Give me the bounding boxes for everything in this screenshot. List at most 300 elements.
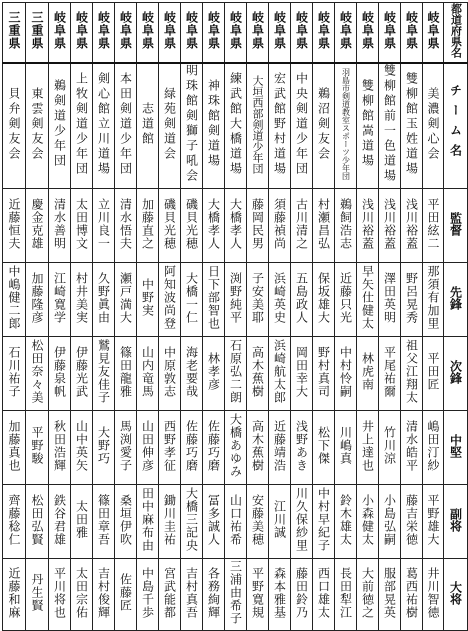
- table-cell: [137, 559, 159, 631]
- table-cell: [26, 263, 49, 337]
- table-cell: [93, 3, 115, 64]
- table-cell: [247, 189, 269, 263]
- table-cell: [26, 189, 49, 263]
- table-cell: [3, 63, 26, 189]
- person-name: 浅川裕蓋: [404, 197, 419, 250]
- pref-name: 岐阜県: [184, 11, 199, 50]
- table-cell: [225, 3, 247, 64]
- person-name: 山中英矢: [74, 419, 89, 472]
- table-cell: [269, 411, 291, 485]
- person-name: 森本雅基: [272, 566, 287, 619]
- table-cell: [291, 189, 313, 263]
- table-cell: [93, 337, 115, 411]
- team-name: 雙柳館前一色道場: [382, 64, 397, 184]
- person-name: 長田犁江: [338, 566, 353, 619]
- person-name: 近藤靖浩: [272, 419, 287, 472]
- table-cell: [313, 189, 335, 263]
- table-cell: [115, 189, 137, 263]
- pref-name: 岐阜県: [162, 11, 177, 50]
- team-roster-sheet: [0, 2, 463, 625]
- table-cell: [3, 559, 26, 631]
- table-cell: [401, 559, 423, 631]
- table-cell: [93, 485, 115, 559]
- table-cell: [49, 559, 71, 631]
- table-cell: [71, 3, 93, 64]
- table-cell: [203, 263, 225, 337]
- table-cell: [71, 189, 93, 263]
- header-pref: [444, 3, 468, 64]
- person-name: 服部晃英: [382, 566, 397, 619]
- table-cell: [269, 337, 291, 411]
- person-name: 鋤川圭祐: [162, 493, 177, 546]
- person-name: 日下部智也: [206, 265, 221, 330]
- table-cell: [225, 189, 247, 263]
- table-cell: [137, 63, 159, 189]
- team-row: [3, 63, 468, 189]
- table-cell: [313, 63, 335, 189]
- table-cell: [203, 559, 225, 631]
- table-cell: [313, 411, 335, 485]
- table-cell: [313, 559, 335, 631]
- pref-name: 岐阜県: [250, 11, 265, 50]
- table-cell: [357, 485, 379, 559]
- person-name: 中村怜嗣: [338, 345, 353, 398]
- table-cell: [379, 63, 401, 189]
- table-cell: [423, 485, 444, 559]
- table-cell: [269, 189, 291, 263]
- table-cell: [137, 411, 159, 485]
- table-cell: [357, 337, 379, 411]
- person-name: 近藤和麻: [7, 566, 21, 619]
- person-name: 浜崎英史: [272, 271, 287, 324]
- table-cell: [291, 63, 313, 189]
- header-jiho-label: 次鋒: [448, 359, 463, 384]
- table-cell: [3, 263, 26, 337]
- table-cell: [93, 63, 115, 189]
- header-jiho: [444, 337, 468, 411]
- table-cell: [335, 189, 357, 263]
- table-cell: [225, 263, 247, 337]
- table-cell: [71, 263, 93, 337]
- header-kantoku-label: 監督: [448, 211, 463, 236]
- pref-name: 岐阜県: [118, 11, 133, 50]
- table-cell: [269, 485, 291, 559]
- table-cell: [269, 3, 291, 64]
- table-cell: [247, 337, 269, 411]
- chuken-row: [3, 411, 468, 485]
- pref-name: 岐阜県: [228, 11, 243, 50]
- table-cell: [379, 189, 401, 263]
- pref-name: 三重県: [30, 11, 44, 50]
- person-name: 村瀬昌弘: [316, 197, 331, 250]
- person-name: 冨多誠人: [206, 493, 221, 546]
- table-cell: [401, 263, 423, 337]
- table-cell: [71, 337, 93, 411]
- table-cell: [181, 189, 203, 263]
- table-cell: [247, 63, 269, 189]
- table-cell: [357, 263, 379, 337]
- team-name: 大垣西部剣道少年団: [251, 74, 264, 174]
- person-name: 竹川涼: [382, 426, 397, 465]
- team-name: 東雲剣友会: [30, 86, 44, 162]
- person-name: 江崎寛学: [52, 271, 67, 324]
- table-cell: [313, 337, 335, 411]
- person-name: 清水皓平: [404, 419, 419, 472]
- table-cell: [181, 63, 203, 189]
- person-name: 大橋あゆみ: [228, 413, 243, 478]
- team-name: 美濃剣心会: [426, 86, 440, 162]
- person-name: 高木蕉樹: [250, 419, 265, 472]
- team-name: 剣心館立川道場: [96, 71, 111, 177]
- person-name: 加藤直之: [140, 197, 155, 250]
- table-cell: [247, 559, 269, 631]
- person-name: 慶金克雄: [30, 197, 44, 250]
- table-cell: [159, 63, 181, 189]
- person-name: 西口雄太: [316, 566, 331, 619]
- table-cell: [115, 63, 137, 189]
- person-name: 太田雅: [74, 500, 89, 539]
- table-cell: [3, 411, 26, 485]
- table-cell: [203, 411, 225, 485]
- table-cell: [291, 411, 313, 485]
- header-senpo-label: 先鋒: [448, 285, 463, 310]
- person-name: 佐藤匠: [118, 573, 133, 612]
- senpo-row: [3, 263, 468, 337]
- team-name: 鵜沼剣友会: [316, 86, 331, 162]
- pref-name: 岐阜県: [294, 11, 309, 50]
- table-cell: [203, 485, 225, 559]
- person-name: 松田奈々美: [30, 339, 44, 404]
- person-name: 大野巧: [96, 426, 111, 465]
- person-name: 山口祐希: [228, 493, 243, 546]
- fukusho-row: [3, 485, 468, 559]
- table-cell: [335, 263, 357, 337]
- table-cell: [181, 337, 203, 411]
- pref-name: 岐阜県: [338, 11, 353, 50]
- table-cell: [313, 3, 335, 64]
- table-cell: [181, 559, 203, 631]
- pref-name: 岐阜県: [426, 11, 440, 50]
- header-team: [444, 63, 468, 189]
- table-cell: [335, 411, 357, 485]
- person-name: 伊藤光武: [74, 345, 89, 398]
- header-taisho: [444, 559, 468, 631]
- table-cell: [291, 559, 313, 631]
- person-name: 高木蕉樹: [250, 345, 265, 398]
- table-cell: [423, 263, 444, 337]
- table-cell: [3, 189, 26, 263]
- person-name: 大橋三記央: [184, 487, 199, 552]
- person-name: 小島弘嗣: [382, 493, 397, 546]
- pref-name: 岐阜県: [360, 11, 375, 50]
- person-name: 子安美耶: [250, 271, 265, 324]
- pref-name: 岐阜県: [272, 11, 287, 50]
- table-cell: [159, 337, 181, 411]
- table-cell: [423, 63, 444, 189]
- person-name: 伊藤泉帆: [52, 345, 67, 398]
- table-cell: [291, 263, 313, 337]
- table-cell: [49, 337, 71, 411]
- person-name: 磯貝光穂: [162, 197, 177, 250]
- person-name: 松下傑: [316, 426, 331, 465]
- team-name: 上牧剣道少年団: [74, 71, 89, 177]
- person-name: 藤岡民男: [250, 197, 265, 250]
- person-name: 海老要哉: [184, 345, 199, 398]
- table-cell: [225, 411, 247, 485]
- team-name: 明珠館剣獅子吼会: [184, 64, 199, 184]
- header-fukusho-label: 副将: [448, 507, 463, 532]
- pref-name: 岐阜県: [74, 11, 89, 50]
- table-cell: [247, 3, 269, 64]
- person-name: 安藤美穂: [250, 493, 265, 546]
- table-cell: [49, 63, 71, 189]
- person-name: 大橋一仁: [184, 271, 199, 324]
- table-cell: [291, 337, 313, 411]
- taisho-row: [3, 559, 468, 631]
- table-cell: [357, 559, 379, 631]
- table-cell: [115, 559, 137, 631]
- table-cell: [225, 63, 247, 189]
- person-name: 浅川裕蓋: [360, 197, 375, 250]
- person-name: 鷲見友佳子: [96, 339, 111, 404]
- pref-name: 岐阜県: [206, 11, 221, 50]
- person-name: 清水悟夫: [118, 197, 133, 250]
- table-cell: [115, 3, 137, 64]
- header-chuken-label: 中堅: [448, 433, 463, 458]
- person-name: 加藤隆彦: [30, 271, 44, 324]
- table-cell: [93, 411, 115, 485]
- person-name: 藤吉栄徳: [404, 493, 419, 546]
- table-cell: [49, 411, 71, 485]
- table-cell: [159, 189, 181, 263]
- team-roster-table: [2, 2, 468, 631]
- table-cell: [93, 263, 115, 337]
- person-name: 三浦由希子: [228, 560, 243, 625]
- person-name: 平川将也: [52, 566, 67, 619]
- kantoku-row: [3, 189, 468, 263]
- table-cell: [203, 63, 225, 189]
- person-name: 祖父江翔太: [404, 339, 419, 404]
- team-name: 緑苑剣道会: [162, 86, 177, 162]
- team-name: 宏武館野村道場: [272, 71, 287, 177]
- table-cell: [137, 189, 159, 263]
- table-cell: [49, 3, 71, 64]
- table-cell: [379, 485, 401, 559]
- table-cell: [137, 337, 159, 411]
- team-name: 本田剣道少年団: [118, 71, 133, 177]
- table-cell: [71, 485, 93, 559]
- header-senpo: [444, 263, 468, 337]
- person-name: 嶋田汀紗: [426, 419, 440, 472]
- table-cell: [335, 63, 357, 189]
- table-cell: [181, 3, 203, 64]
- table-cell: [181, 485, 203, 559]
- pref-name: 岐阜県: [52, 11, 67, 50]
- person-name: 中嶋健二郎: [7, 265, 21, 330]
- person-name: 加藤真也: [7, 419, 21, 472]
- person-name: 平野寛規: [250, 566, 265, 619]
- table-cell: [26, 411, 49, 485]
- table-cell: [49, 263, 71, 337]
- table-cell: [423, 3, 444, 64]
- person-name: 丹生賢: [30, 573, 44, 612]
- person-name: 吉村俊輝: [96, 566, 111, 619]
- table-cell: [3, 485, 26, 559]
- person-name: 久野眞由: [96, 271, 111, 324]
- table-cell: [335, 485, 357, 559]
- table-cell: [357, 63, 379, 189]
- table-cell: [93, 559, 115, 631]
- person-name: 中原敦志: [162, 345, 177, 398]
- person-name: 藤田鈴乃: [294, 566, 309, 619]
- person-name: 鈴木雄太: [338, 493, 353, 546]
- team-name: 羽島市剣道教室スポーツ少年団: [341, 68, 351, 180]
- table-cell: [291, 485, 313, 559]
- person-name: 林孝彦: [206, 352, 221, 391]
- table-cell: [115, 411, 137, 485]
- table-cell: [269, 63, 291, 189]
- table-cell: [159, 411, 181, 485]
- table-cell: [115, 337, 137, 411]
- person-name: 篠田章吾: [96, 493, 111, 546]
- header-pref-label: 都道府県名: [449, 3, 463, 58]
- table-cell: [379, 559, 401, 631]
- person-name: 中野実: [140, 278, 155, 317]
- jiho-row: [3, 337, 468, 411]
- person-name: 平田絃二: [426, 197, 440, 250]
- table-cell: [379, 337, 401, 411]
- table-cell: [225, 337, 247, 411]
- table-cell: [49, 485, 71, 559]
- person-name: 川嶋真: [338, 426, 353, 465]
- table-cell: [159, 485, 181, 559]
- person-name: 太田博文: [74, 197, 89, 250]
- team-name: 中央剣道少年団: [294, 71, 309, 177]
- person-name: 古川清之: [294, 197, 309, 250]
- person-name: 秋田浩輝: [52, 419, 67, 472]
- table-cell: [379, 3, 401, 64]
- table-cell: [71, 411, 93, 485]
- person-name: 松田弘賢: [30, 493, 44, 546]
- person-name: 岡田幸大: [294, 345, 309, 398]
- table-cell: [71, 559, 93, 631]
- table-cell: [225, 485, 247, 559]
- table-cell: [401, 411, 423, 485]
- person-name: 平野雄大: [426, 493, 440, 546]
- team-name: 雙柳館嵩道場: [360, 79, 375, 169]
- table-cell: [137, 485, 159, 559]
- table-cell: [115, 263, 137, 337]
- person-name: 保坂雄大: [316, 271, 331, 324]
- person-name: 平野駿: [30, 426, 44, 465]
- table-cell: [181, 411, 203, 485]
- table-cell: [181, 263, 203, 337]
- pref-name: 岐阜県: [382, 11, 397, 50]
- table-cell: [357, 3, 379, 64]
- table-cell: [357, 411, 379, 485]
- person-name: 石川祐子: [7, 345, 21, 398]
- header-kantoku: [444, 189, 468, 263]
- table-cell: [3, 3, 26, 64]
- person-name: 山内竜馬: [140, 345, 155, 398]
- table-cell: [26, 3, 49, 64]
- person-name: 那須有加里: [426, 265, 440, 330]
- person-name: 田中麻布由: [140, 487, 155, 552]
- person-name: 中島千歩: [140, 566, 155, 619]
- person-name: 平尾祐爾: [382, 345, 397, 398]
- table-cell: [26, 559, 49, 631]
- person-name: 篠田龍雅: [118, 345, 133, 398]
- person-name: 立川良一: [96, 197, 111, 250]
- table-cell: [137, 3, 159, 64]
- pref-name: 岐阜県: [140, 11, 155, 50]
- person-name: 山田伸彦: [140, 419, 155, 472]
- table-cell: [291, 3, 313, 64]
- table-cell: [423, 411, 444, 485]
- person-name: 各務絢輝: [206, 566, 221, 619]
- team-name: 貝弁剣友会: [7, 86, 21, 162]
- table-cell: [401, 3, 423, 64]
- person-name: 井上達也: [360, 419, 375, 472]
- person-name: 浜崎航太郎: [272, 339, 287, 404]
- person-name: 澤田英明: [382, 271, 397, 324]
- table-cell: [203, 3, 225, 64]
- table-cell: [313, 485, 335, 559]
- person-name: 鉄谷君雄: [52, 493, 67, 546]
- person-name: 野呂晃秀: [404, 271, 419, 324]
- person-name: 吉村真吾: [184, 566, 199, 619]
- table-cell: [269, 263, 291, 337]
- person-name: 五島政人: [294, 271, 309, 324]
- table-cell: [203, 189, 225, 263]
- column-header-row: [3, 3, 468, 64]
- table-cell: [26, 337, 49, 411]
- table-cell: [423, 559, 444, 631]
- team-name: 鵜剣道少年団: [52, 79, 67, 169]
- table-cell: [401, 189, 423, 263]
- pref-name: 岐阜県: [316, 11, 331, 50]
- person-name: 浅野あき: [294, 419, 309, 472]
- table-cell: [159, 559, 181, 631]
- table-cell: [49, 189, 71, 263]
- person-name: 近藤恒夫: [7, 197, 21, 250]
- table-cell: [159, 3, 181, 64]
- table-cell: [26, 485, 49, 559]
- person-name: 大前徳之: [360, 566, 375, 619]
- table-cell: [247, 411, 269, 485]
- person-name: 鵜飼浩志: [338, 197, 353, 250]
- table-cell: [357, 189, 379, 263]
- team-name: 練武館大橋道場: [228, 71, 243, 177]
- table-cell: [423, 189, 444, 263]
- person-name: 野村真司: [316, 345, 331, 398]
- person-name: 清水善明: [52, 197, 67, 250]
- person-name: 大橋孝人: [228, 197, 243, 250]
- person-name: 大橋孝人: [206, 197, 221, 250]
- header-team-label: チーム名: [448, 84, 463, 164]
- table-cell: [247, 485, 269, 559]
- person-name: 浅川裕蓋: [382, 197, 397, 250]
- table-cell: [137, 263, 159, 337]
- person-name: 佐藤巧磨: [206, 419, 221, 472]
- table-cell: [269, 559, 291, 631]
- header-fukusho: [444, 485, 468, 559]
- person-name: 江川誠: [272, 500, 287, 539]
- person-name: 馬渕愛子: [118, 419, 133, 472]
- team-name: 神珠館剣道場: [206, 79, 221, 169]
- table-cell: [379, 263, 401, 337]
- table-cell: [225, 559, 247, 631]
